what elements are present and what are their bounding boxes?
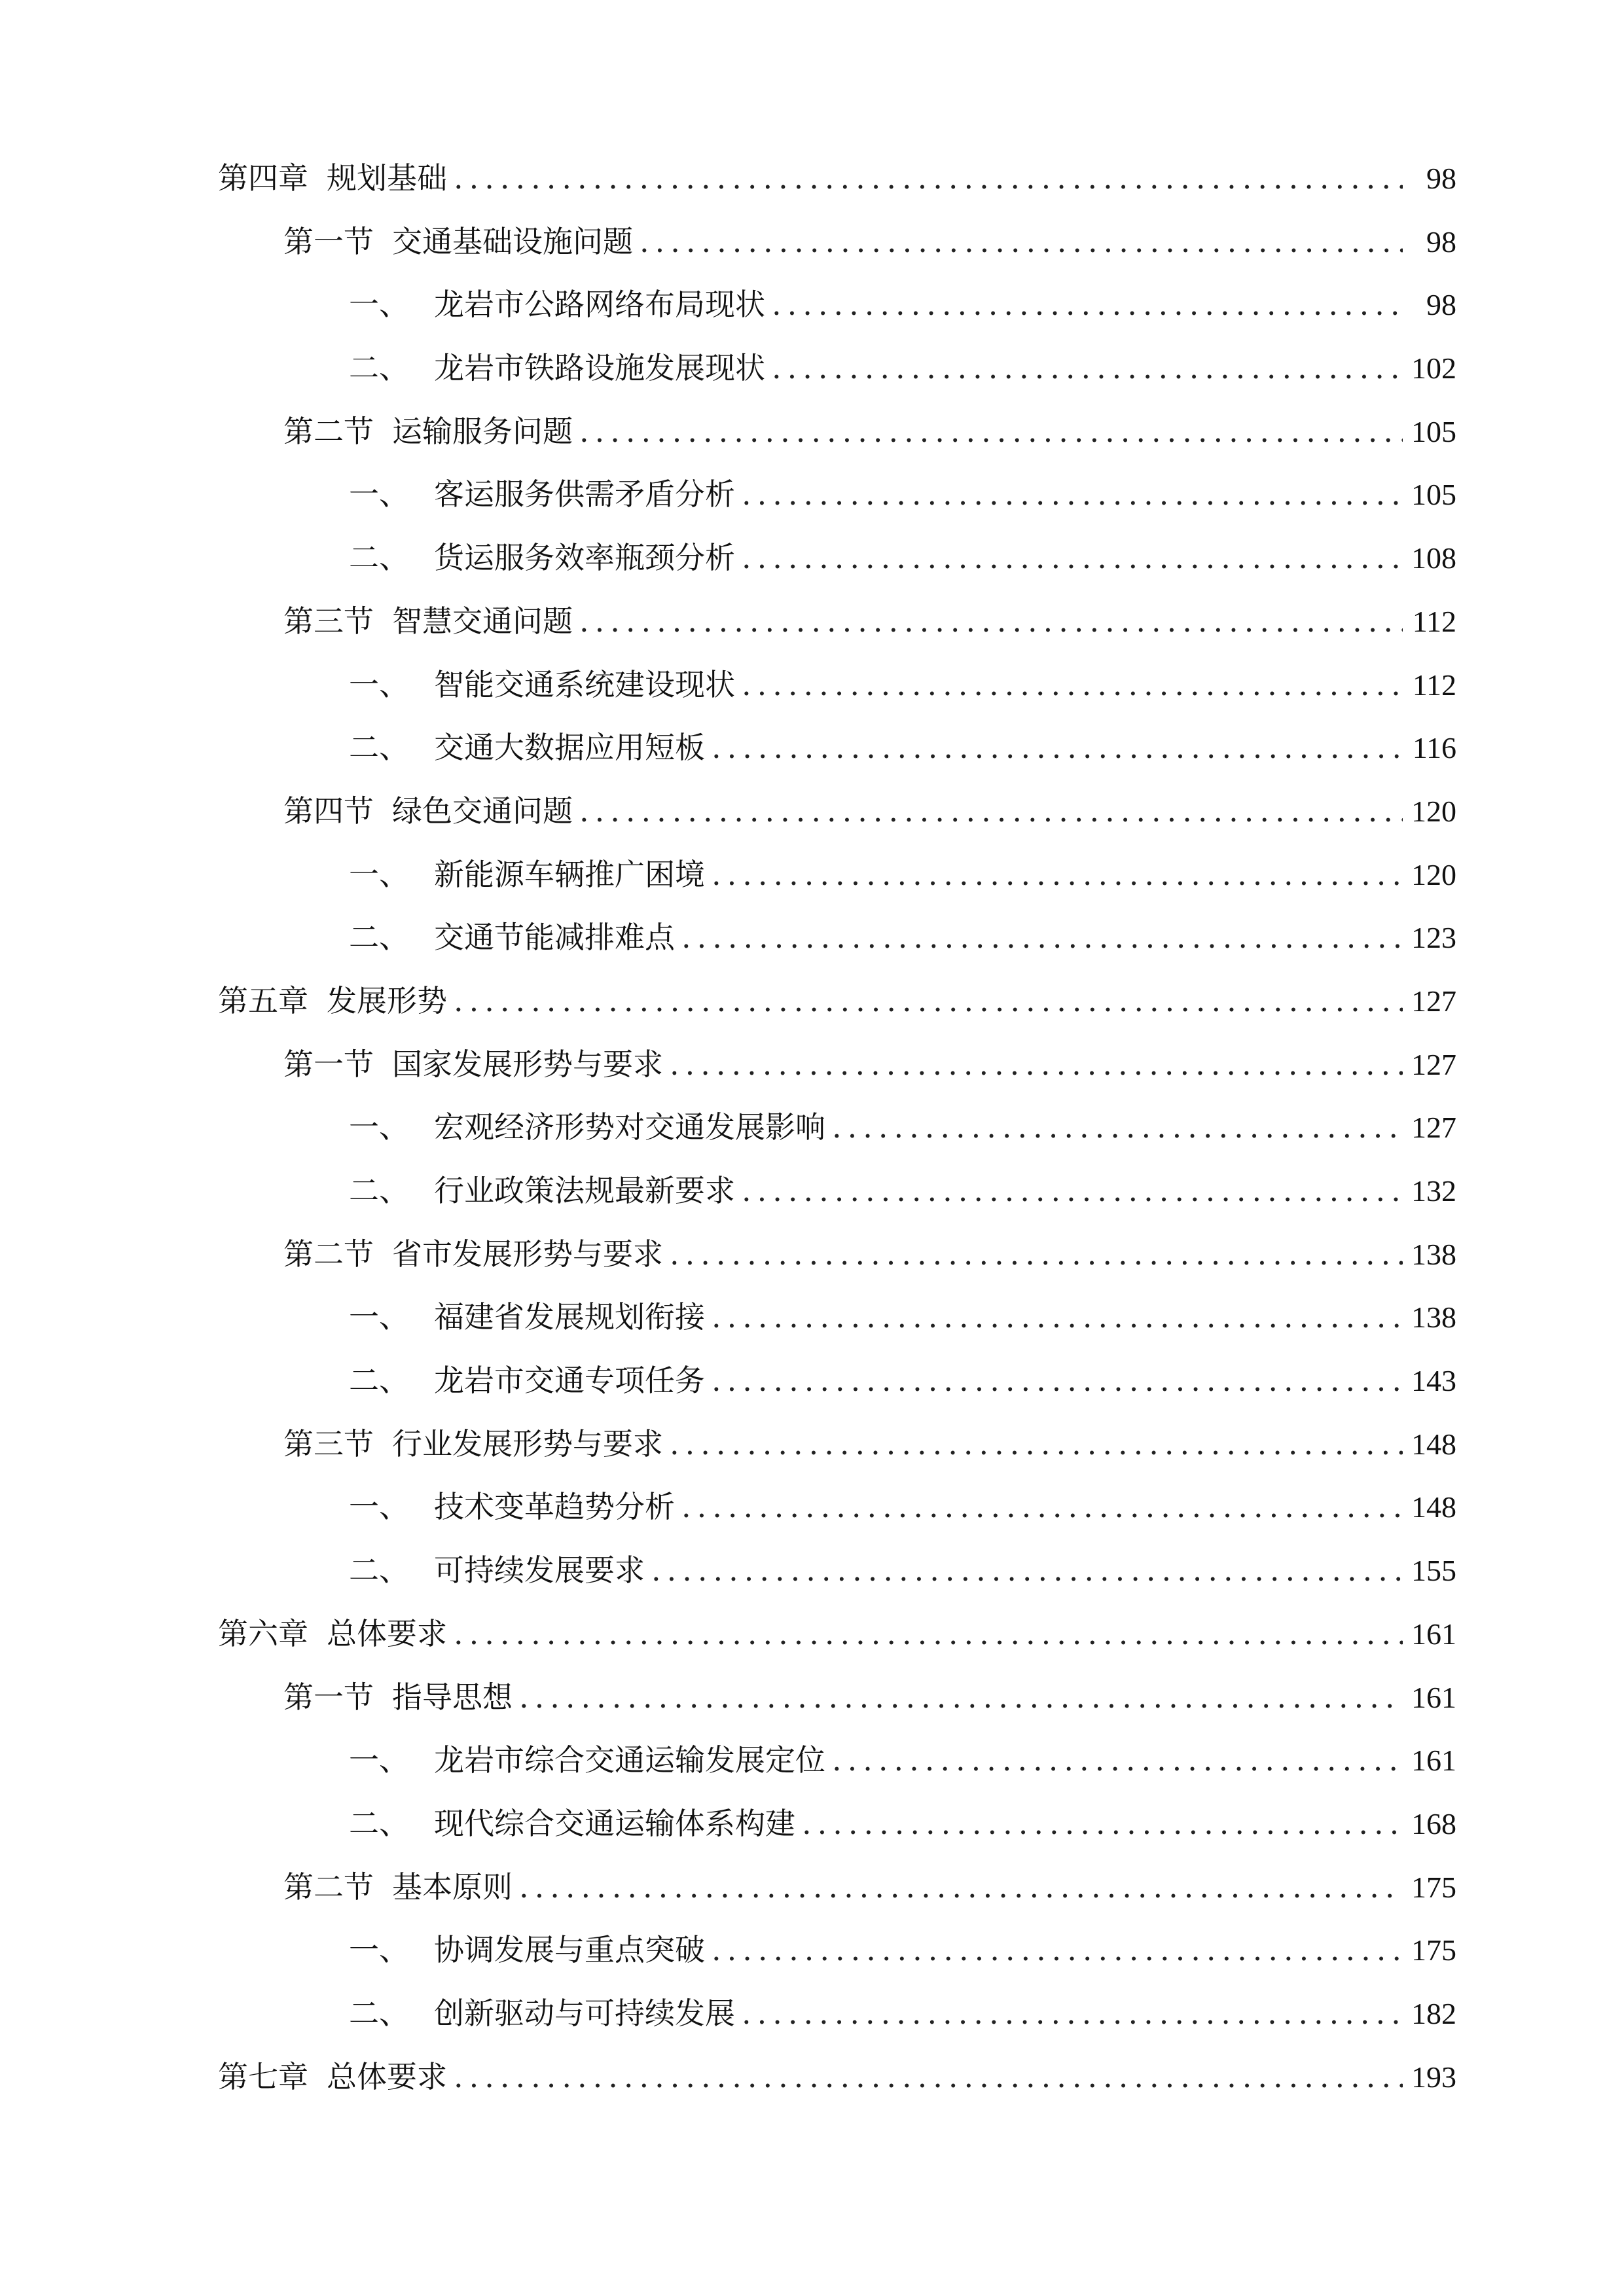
toc-entry-title: 交通基础设施问题 — [392, 223, 633, 259]
dot-leader — [832, 1096, 1403, 1159]
toc-entry-title: 新能源车辆推广困境 — [434, 856, 705, 892]
toc-entry-number: 第二节 — [283, 1869, 374, 1905]
dot-leader — [742, 1982, 1403, 2045]
toc-page-number: 98 — [1426, 288, 1456, 322]
dot-leader — [712, 843, 1403, 906]
dot-leader — [579, 400, 1403, 463]
toc-entry-number: 第二节 — [283, 1236, 374, 1272]
dot-leader — [670, 1412, 1403, 1476]
toc-entry-title: 龙岩市交通专项任务 — [434, 1363, 705, 1399]
toc-entry-title: 现代综合交通运输体系构建 — [434, 1805, 795, 1841]
dot-leader — [640, 210, 1403, 274]
toc-section-entry[interactable] — [218, 1856, 1456, 1919]
toc-entry-title: 客运服务供需矛盾分析 — [434, 476, 735, 512]
dot-leader — [742, 1159, 1403, 1223]
toc-subsection-entry[interactable] — [218, 843, 1456, 906]
toc-section-entry[interactable] — [218, 780, 1456, 843]
toc-entry-title: 货运服务效率瓶颈分析 — [434, 540, 735, 576]
toc-chapter-entry[interactable] — [218, 2045, 1456, 2109]
toc-page-number: 112 — [1412, 604, 1456, 638]
toc-entry-number: 一、 — [349, 1109, 409, 1145]
dot-leader — [832, 1729, 1403, 1792]
toc-subsection-entry[interactable] — [218, 336, 1456, 400]
toc-subsection-entry[interactable] — [218, 1096, 1456, 1159]
toc-section-entry[interactable] — [218, 400, 1456, 463]
toc-entry-number: 第二节 — [283, 413, 374, 449]
toc-chapter-entry[interactable] — [218, 1602, 1456, 1666]
toc-page-number: 161 — [1411, 1680, 1456, 1714]
dot-leader — [670, 1033, 1403, 1096]
toc-section-entry[interactable] — [218, 1033, 1456, 1096]
toc-subsection-entry[interactable] — [218, 1729, 1456, 1792]
toc-section-entry[interactable] — [218, 590, 1456, 653]
dot-leader — [681, 1475, 1403, 1539]
toc-entry-number: 二、 — [349, 1552, 409, 1588]
dot-leader — [802, 1792, 1403, 1856]
dot-leader — [681, 906, 1403, 969]
toc-entry-title: 智能交通系统建设现状 — [434, 666, 735, 702]
toc-entry-number: 二、 — [349, 540, 409, 576]
toc-entry-number: 一、 — [349, 856, 409, 892]
toc-entry-number: 第一节 — [283, 223, 374, 259]
toc-entry-number: 第四章 — [218, 160, 308, 196]
toc-entry-title: 发展形势 — [327, 982, 447, 1018]
toc-chapter-entry[interactable] — [218, 969, 1456, 1033]
toc-entry-number: 二、 — [349, 920, 409, 956]
toc-subsection-entry[interactable] — [218, 1285, 1456, 1349]
toc-page-number: 182 — [1411, 1996, 1456, 2030]
toc-page-number: 120 — [1411, 794, 1456, 828]
toc-page-number: 168 — [1411, 1806, 1456, 1840]
dot-leader — [579, 590, 1403, 653]
toc-entry-number: 一、 — [349, 1932, 409, 1968]
toc-subsection-entry[interactable] — [218, 653, 1456, 717]
toc-entry-title: 国家发展形势与要求 — [392, 1046, 663, 1082]
toc-entry-title: 智慧交通问题 — [392, 603, 573, 639]
toc-entry-number: 第三节 — [283, 1426, 374, 1462]
toc-subsection-entry[interactable] — [218, 273, 1456, 336]
toc-entry-number: 二、 — [349, 350, 409, 386]
toc-page-number: 148 — [1411, 1490, 1456, 1524]
toc-page-number: 123 — [1411, 921, 1456, 955]
toc-entry-number: 一、 — [349, 287, 409, 323]
toc-entry-title: 宏观经济形势对交通发展影响 — [434, 1109, 825, 1145]
toc-page-number: 161 — [1411, 1617, 1456, 1651]
toc-entry-title: 运输服务问题 — [392, 413, 573, 449]
toc-entry-title: 可持续发展要求 — [434, 1552, 645, 1588]
toc-entry-title: 绿色交通问题 — [392, 793, 573, 829]
toc-page-number: 98 — [1426, 162, 1456, 195]
toc-section-entry[interactable] — [218, 210, 1456, 274]
toc-page-number: 148 — [1411, 1427, 1456, 1461]
toc-entry-number: 第六章 — [218, 1615, 308, 1651]
toc-entry-number: 二、 — [349, 1363, 409, 1399]
toc-entry-number: 一、 — [349, 1489, 409, 1525]
toc-entry-number: 第三节 — [283, 603, 374, 639]
toc-entry-title: 协调发展与重点突破 — [434, 1932, 705, 1968]
toc-page-number: 120 — [1411, 857, 1456, 891]
dot-leader — [670, 1223, 1403, 1286]
dot-leader — [742, 653, 1403, 717]
dot-leader — [519, 1666, 1403, 1729]
toc-page-number: 132 — [1411, 1174, 1456, 1208]
dot-leader — [712, 1918, 1403, 1982]
toc-page-number: 102 — [1411, 351, 1456, 386]
toc-entry-number: 二、 — [349, 1805, 409, 1841]
toc-entry-title: 交通节能减排难点 — [434, 920, 675, 956]
toc-entry-title: 创新驱动与可持续发展 — [434, 1995, 735, 2031]
toc-entry-title: 交通大数据应用短板 — [434, 730, 705, 766]
toc-entry-number: 第五章 — [218, 982, 308, 1018]
toc-subsection-entry[interactable] — [218, 1539, 1456, 1602]
toc-entry-title: 规划基础 — [327, 160, 447, 196]
toc-page-number: 161 — [1411, 1744, 1456, 1778]
dot-leader — [454, 147, 1403, 210]
toc-entry-number: 一、 — [349, 1299, 409, 1335]
toc-entry-number: 二、 — [349, 1173, 409, 1208]
dot-leader — [772, 273, 1403, 336]
toc-page-number: 112 — [1412, 668, 1456, 702]
toc-page-number: 138 — [1411, 1237, 1456, 1271]
toc-subsection-entry[interactable] — [218, 1792, 1456, 1856]
toc-page-number: 105 — [1411, 414, 1456, 448]
toc-entry-title: 龙岩市综合交通运输发展定位 — [434, 1742, 825, 1778]
toc-page-number: 127 — [1411, 1111, 1456, 1145]
toc-entry-number: 第一节 — [283, 1679, 374, 1715]
toc-subsection-entry[interactable] — [218, 463, 1456, 526]
toc-chapter-entry[interactable] — [218, 147, 1456, 210]
toc-entry-title: 福建省发展规划衔接 — [434, 1299, 705, 1335]
toc-page-number: 193 — [1411, 2060, 1456, 2094]
toc-entry-title: 省市发展形势与要求 — [392, 1236, 663, 1272]
table-of-contents — [218, 147, 1456, 2108]
toc-page-number: 138 — [1411, 1300, 1456, 1335]
toc-page-number: 127 — [1411, 1047, 1456, 1081]
dot-leader — [742, 526, 1403, 590]
toc-section-entry[interactable] — [218, 1412, 1456, 1476]
dot-leader — [454, 969, 1403, 1033]
dot-leader — [519, 1856, 1403, 1919]
toc-subsection-entry[interactable] — [218, 906, 1456, 969]
toc-section-entry[interactable] — [218, 1223, 1456, 1286]
toc-subsection-entry[interactable] — [218, 1159, 1456, 1223]
toc-subsection-entry[interactable] — [218, 716, 1456, 780]
dot-leader — [651, 1539, 1403, 1602]
toc-section-entry[interactable] — [218, 1666, 1456, 1729]
toc-subsection-entry[interactable] — [218, 1475, 1456, 1539]
toc-page-number: 116 — [1412, 731, 1456, 765]
dot-leader — [742, 463, 1403, 526]
dot-leader — [772, 336, 1403, 400]
dot-leader — [712, 1285, 1403, 1349]
toc-entry-number: 第一节 — [283, 1046, 374, 1082]
toc-subsection-entry[interactable] — [218, 526, 1456, 590]
dot-leader — [712, 716, 1403, 780]
toc-entry-title: 指导思想 — [392, 1679, 513, 1715]
toc-page-number: 98 — [1426, 224, 1456, 259]
toc-page-number: 175 — [1411, 1870, 1456, 1904]
toc-entry-number: 一、 — [349, 476, 409, 512]
toc-entry-number: 一、 — [349, 1742, 409, 1778]
dot-leader — [454, 1602, 1403, 1666]
toc-entry-title: 行业发展形势与要求 — [392, 1426, 663, 1462]
toc-subsection-entry[interactable] — [218, 1918, 1456, 1982]
toc-page-number: 175 — [1411, 1933, 1456, 1967]
dot-leader — [454, 2045, 1403, 2109]
toc-page-number: 105 — [1411, 478, 1456, 512]
toc-entry-number: 第七章 — [218, 2058, 308, 2094]
toc-page-number: 108 — [1411, 541, 1456, 575]
toc-subsection-entry[interactable] — [218, 1982, 1456, 2045]
toc-entry-number: 第四节 — [283, 793, 374, 829]
toc-entry-title: 基本原则 — [392, 1869, 513, 1905]
toc-entry-title: 技术变革趋势分析 — [434, 1489, 675, 1525]
toc-entry-title: 龙岩市公路网络布局现状 — [434, 287, 765, 323]
toc-entry-title: 行业政策法规最新要求 — [434, 1173, 735, 1208]
toc-page-number: 155 — [1411, 1554, 1456, 1588]
toc-entry-title: 总体要求 — [327, 2058, 447, 2094]
dot-leader — [579, 780, 1403, 843]
toc-page-number: 127 — [1411, 984, 1456, 1018]
dot-leader — [712, 1349, 1403, 1412]
toc-page-number: 143 — [1411, 1364, 1456, 1398]
toc-entry-title: 龙岩市铁路设施发展现状 — [434, 350, 765, 386]
toc-entry-number: 二、 — [349, 1995, 409, 2031]
toc-subsection-entry[interactable] — [218, 1349, 1456, 1412]
toc-entry-number: 一、 — [349, 666, 409, 702]
toc-entry-title: 总体要求 — [327, 1615, 447, 1651]
toc-entry-number: 二、 — [349, 730, 409, 766]
